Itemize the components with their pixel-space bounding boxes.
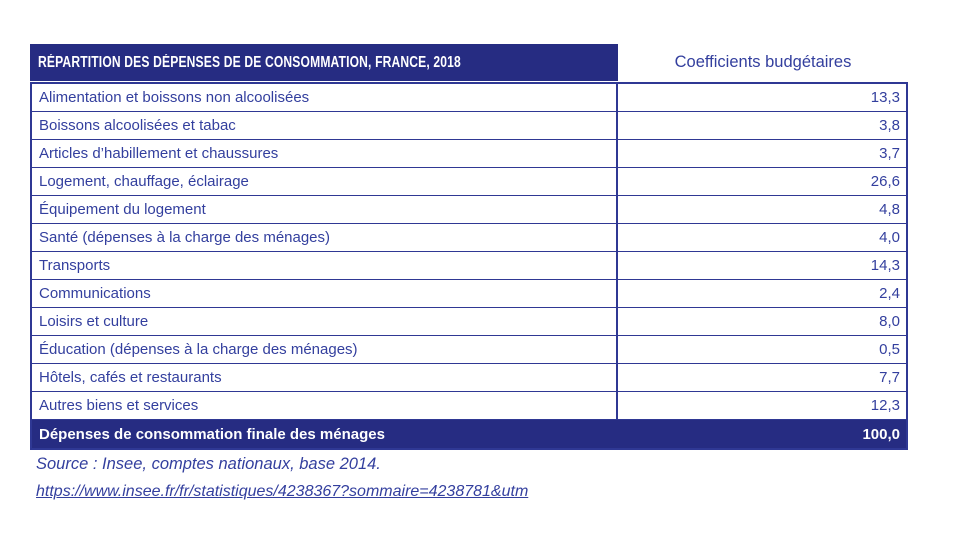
category-cell: Boissons alcoolisées et tabac (32, 112, 618, 139)
value-cell: 14,3 (618, 252, 906, 279)
table-body (30, 82, 908, 450)
source-block (36, 451, 528, 505)
category-cell: Communications (32, 280, 618, 307)
table-row (32, 168, 906, 196)
category-cell: Transports (32, 252, 618, 279)
table-row (32, 280, 906, 308)
category-cell: Alimentation et boissons non alcoolisées (32, 84, 618, 111)
value-cell: 4,0 (618, 224, 906, 251)
category-cell: Santé (dépenses à la charge des ménages) (32, 224, 618, 251)
table-title: RÉPARTITION DES DÉPENSES DE DE CONSOMMATION, FRANCE, 2018 (38, 53, 461, 71)
budget-coefficients-table (30, 44, 908, 450)
category-cell: Éducation (dépenses à la charge des ménages) (32, 336, 618, 363)
table-row (32, 84, 906, 112)
total-label-cell: Dépenses de consommation finale des ménages (39, 425, 385, 443)
table-row (32, 140, 906, 168)
category-cell: Loisirs et culture (32, 308, 618, 335)
table-row (32, 308, 906, 336)
category-cell: Hôtels, cafés et restaurants (32, 364, 618, 391)
table-title-bar (30, 44, 618, 81)
value-cell: 13,3 (618, 84, 906, 111)
category-cell: Logement, chauffage, éclairage (32, 168, 618, 195)
value-cell: 4,8 (618, 196, 906, 223)
table-row (32, 224, 906, 252)
table-row (32, 196, 906, 224)
value-cell: 0,5 (618, 336, 906, 363)
source-text: Source : Insee, comptes nationaux, base 2014. (36, 455, 381, 473)
table-row (32, 336, 906, 364)
value-cell: 7,7 (618, 364, 906, 391)
value-cell: 12,3 (618, 392, 906, 419)
value-cell: 3,7 (618, 140, 906, 167)
value-cell: 2,4 (618, 280, 906, 307)
value-cell: 3,8 (618, 112, 906, 139)
category-cell: Équipement du logement (32, 196, 618, 223)
table-row (32, 364, 906, 392)
value-column-header: Coefficients budgétaires (674, 53, 852, 71)
category-cell: Articles d’habillement et chaussures (32, 140, 618, 167)
value-cell: 8,0 (618, 308, 906, 335)
total-row (32, 420, 906, 448)
total-value-cell: 100,0 (862, 425, 900, 443)
table-row (32, 252, 906, 280)
category-cell: Autres biens et services (32, 392, 618, 419)
table-row (32, 392, 906, 420)
table-header-band (30, 44, 908, 81)
value-cell: 26,6 (618, 168, 906, 195)
table-row (32, 112, 906, 140)
source-link[interactable]: https://www.insee.fr/fr/statistiques/4238367?sommaire=4238781&utm (36, 483, 529, 500)
